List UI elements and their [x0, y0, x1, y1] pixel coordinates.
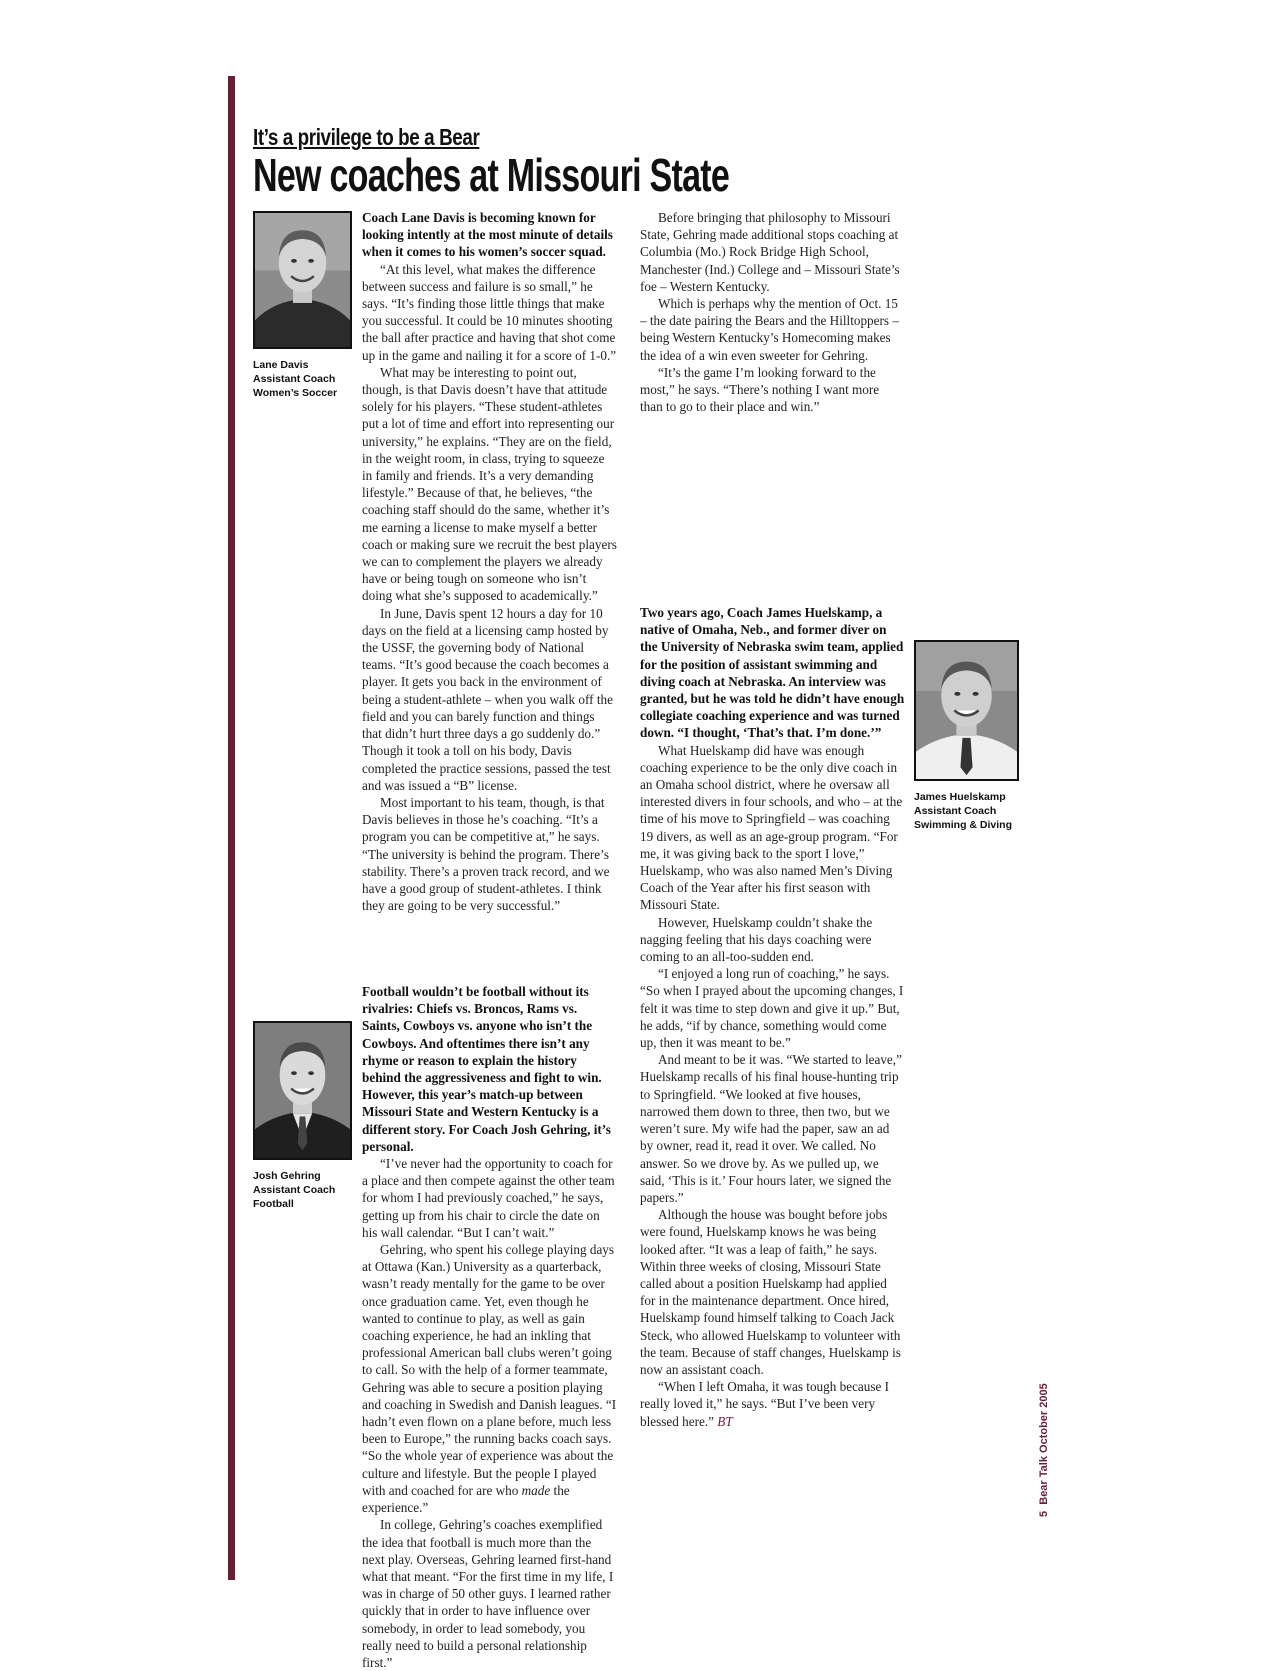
- story-lead: Football wouldn’t be football without its rivalries: Chiefs vs. Broncos, Rams vs. Saints, Cowboys vs. anyone who isn’t the Cowboys. And oftentimes there isn’t any rhyme or reason to explain the history behind the aggressiveness and fight to win. However, this year’s match-up between Missouri State and Western Kentucky is a different story. For Coach Josh Gehring, it’s personal.: [362, 984, 611, 1154]
- story-paragraph: “I enjoyed a long run of coaching,” he says. “So when I prayed about the upcoming changes, I felt it was time to step down and give it up.” But, he adds, “if by chance, something would come up, then it was meant to be.”: [640, 966, 904, 1051]
- photo-josh-gehring: [253, 1021, 352, 1160]
- caption-name: James Huelskamp: [914, 791, 1006, 803]
- caption-lane-davis: [253, 358, 337, 400]
- caption-name: Josh Gehring: [253, 1170, 321, 1182]
- photo-james-huelskamp: [914, 640, 1019, 781]
- story-lead: Two years ago, Coach James Huelskamp, a native of Omaha, Neb., and former diver on the University of Nebraska swim team, applied for the position of assistant swimming and diving coach at Nebraska. An interview was granted, but he was told he didn’t have enough collegiate coaching experience and was turned down. “I thought, ‘That’s that. I’m done.’”: [640, 605, 905, 741]
- story-lead: Coach Lane Davis is becoming known for looking intently at the most minute of details when it comes to his women’s soccer squad.: [362, 210, 613, 260]
- story-paragraph: And meant to be it was. “We started to leave,” Huelskamp recalls of his final house-hunting trip to Springfield. “We looked at five houses, narrowed them down to three, then two, but we weren’t sure. My wife had the paper, saw an ad by owner, read it, read it over. We called. No answer. So we drove by. As we pulled up, we said, ‘This is it.’ Four hours later, we signed the papers.”: [640, 1052, 902, 1205]
- caption-title: Assistant Coach: [253, 373, 336, 385]
- story-paragraph: Before bringing that philosophy to Missouri State, Gehring made additional stops coaching at Columbia (Mo.) Rock Bridge High School, Manchester (Ind.) College and – Missouri State’s foe – Western Kentucky.: [640, 210, 900, 294]
- story-josh-gehring: [362, 983, 617, 1671]
- story-paragraph: “I’ve never had the opportunity to coach for a place and then compete against the other team for whom I had previously coached,” he says, getting up from his chair to circle the date on his wall calendar. “But I can’t wait.”: [362, 1156, 615, 1240]
- story-paragraph: In June, Davis spent 12 hours a day for 10 days on the field at a licensing camp hosted by the USSF, the governing body of National teams. “It’s good because the coach becomes a player. It gets you back in the environment of being a student-athlete – when you walk off the field and you can barely function and things that didn’t hurt three days a go suddenly do.” Though it took a toll on his body, Davis completed the practice sessions, passed the test and was issued a “B” license.: [362, 605, 613, 793]
- story-text: the experience.”: [362, 1482, 570, 1516]
- accent-rule: [228, 76, 235, 1580]
- story-james-huelskamp: [640, 604, 905, 1430]
- story-paragraph: However, Huelskamp couldn’t shake the nagging feeling that his days coaching were coming to an all-too-sudden end.: [640, 914, 873, 965]
- page-footer: [1038, 1383, 1050, 1517]
- story-paragraph: What Huelskamp did have was enough coaching experience to be the only dive coach in an Omaha school district, where he oversaw all interested divers in four schools, and who – at the time of his move to Springfield – was coaching 19 divers, as well as an age-group program. “For me, it was giving back to the sport I love,” Huelskamp, who was also named Men’s Diving Coach of the Year after his first season with Missouri State.: [640, 742, 903, 913]
- story-lane-davis: [362, 209, 617, 914]
- story-paragraph: What may be interesting to point out, though, is that Davis doesn’t have that attitude solely for his players. “These student-athletes put a lot of time and effort into representing our university,” he explains. “They are on the field, in the weight room, in class, trying to squeeze in family and friends. It’s a very demanding lifestyle.” Because of that, he believes, “the coaching staff should do the same, whether it’s me earning a license to make myself a better coach or making sure we recruit the best players we can to complement the players we already have or being tough on someone who isn’t doing what she’s supposed to academically.”: [362, 364, 617, 604]
- story-paragraph: [640, 1378, 905, 1430]
- caption-josh-gehring: [253, 1169, 335, 1211]
- caption-team: Football: [253, 1198, 294, 1210]
- story-paragraph: Most important to his team, though, is that Davis believes in those he’s coaching. “It’s a program you can be competitive at,” he says. “The university is behind the program. There’s stability. There’s a proven track record, and we have a good group of student-athletes. I think they are going to be very successful.”: [362, 794, 610, 914]
- caption-title: Assistant Coach: [914, 805, 997, 817]
- story-emphasis: made: [521, 1482, 551, 1498]
- caption-team: Swimming & Diving: [914, 819, 1013, 831]
- kicker: It’s a privilege to be a Bear: [253, 124, 480, 150]
- story-paragraph: Which is perhaps why the mention of Oct. 15 – the date pairing the Bears and the Hilltoppers – being Western Kentucky’s Homecoming makes the idea of a win even sweeter for Gehring.: [640, 296, 899, 363]
- caption-name: Lane Davis: [253, 359, 309, 371]
- caption-title: Assistant Coach: [253, 1184, 336, 1196]
- caption-team: Women’s Soccer: [253, 387, 338, 399]
- story-paragraph: “At this level, what makes the difference between success and failure is so small,” he says. “It’s finding those little things that make you successful. It could be 10 minutes shooting the ball after practice and having that shot come up in the game and nailing it for a score of 1-0.”: [362, 261, 617, 363]
- story-paragraph: In college, Gehring’s coaches exemplified the idea that football is much more than the next play. Overseas, Gehring learned first-hand what that meant. “For the first time in my life, I was in charge of 50 other guys. I learned rather quickly that in order to have influence over somebody, in order to lead somebody, you really need to build a personal relationship first.”: [362, 1517, 614, 1670]
- headline: New coaches at Missouri State: [253, 149, 730, 201]
- story-paragraph: [362, 1241, 617, 1516]
- story-text: Gehring, who spent his college playing days at Ottawa (Kan.) University as a quarterback, wasn’t ready mentally for the game to be over once graduation came. Yet, even though he wanted to continue to play, as well as gain coaching experience, he had an inkling that professional American ball clubs weren’t going to call. So with the help of a former teammate, Gehring was able to secure a position playing and coaching in Swedish and Danish leagues. “I hadn’t even flown on a plane before, much less been to Europe,” the running backs coach says. “So the whole year of experience was about the culture and lifestyle. But the people I played with and coached for are who: [362, 1242, 617, 1498]
- photo-lane-davis: [253, 211, 352, 349]
- story-josh-gehring-continued: [640, 209, 905, 415]
- bt-signoff: BT: [717, 1413, 733, 1429]
- caption-james-huelskamp: [914, 790, 1012, 832]
- publication-name: Bear Talk October 2005: [1038, 1383, 1050, 1505]
- page-number: 5: [1038, 1510, 1050, 1517]
- story-text: “When I left Omaha, it was tough because I really loved it,” he says. “But I’ve been very blessed here.”: [640, 1379, 890, 1429]
- story-paragraph: “It’s the game I’m looking forward to the most,” he says. “There’s nothing I want more than to go to their place and win.”: [640, 364, 880, 415]
- story-paragraph: Although the house was bought before jobs were found, Huelskamp knows he was being looked after. “It was a leap of faith,” he says. Within three weeks of closing, Missouri State called about a position Huelskamp had applied for in the maintenance department. Once hired, Huelskamp found himself talking to Coach Jack Steck, who allowed Huelskamp to volunteer with the team. Because of staff changes, Huelskamp is now an assistant coach.: [640, 1207, 901, 1377]
